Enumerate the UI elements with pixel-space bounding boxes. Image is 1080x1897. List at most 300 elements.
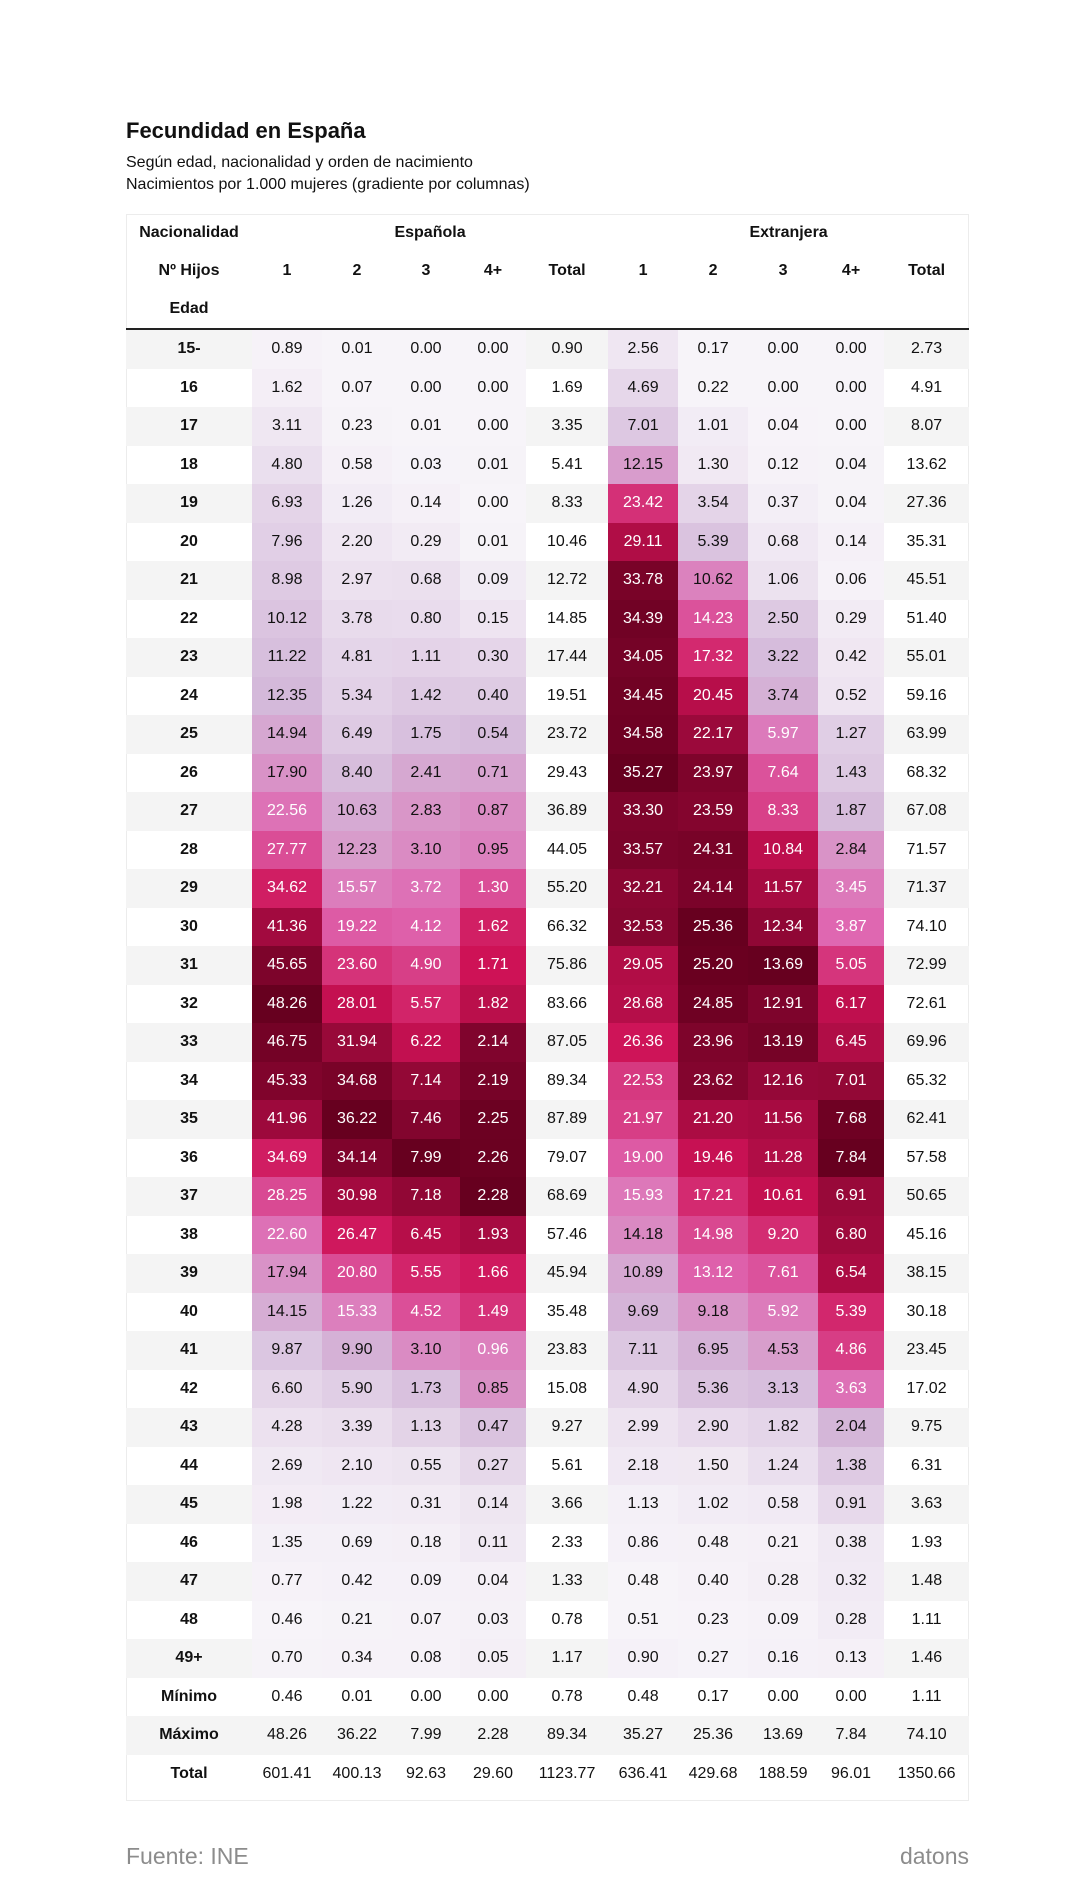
table-cell: 59.16 [906, 686, 947, 704]
table-cell: 10.84 [748, 831, 818, 870]
table-cell: 36.89 [526, 792, 608, 831]
table-cell: 50.65 [884, 1177, 969, 1216]
table-row [126, 446, 969, 485]
table-cell: 7.64 [748, 754, 818, 793]
table-cell: 2.14 [460, 1023, 526, 1062]
table-cell: 0.04 [460, 1562, 526, 1601]
table-cell: 0.29 [818, 600, 884, 639]
table-row [126, 792, 969, 831]
table-cell: 14.23 [678, 600, 748, 639]
table-cell: 3.39 [322, 1408, 392, 1447]
table-cell: 0.04 [748, 407, 818, 446]
table-row [126, 1447, 969, 1486]
table-cell: 7.14 [392, 1062, 460, 1101]
table-cell: 48.26 [252, 1716, 322, 1755]
table-cell: 0.00 [392, 369, 460, 408]
table-cell: 34.39 [608, 600, 678, 639]
table-cell: 19.46 [678, 1139, 748, 1178]
table-cell: 25.36 [678, 908, 748, 947]
table-cell: 0.34 [322, 1639, 392, 1678]
table-cell: 24.14 [678, 869, 748, 908]
table-cell: 0.86 [608, 1524, 678, 1563]
table-cell: 5.92 [748, 1293, 818, 1332]
table-cell: 34.14 [322, 1139, 392, 1178]
table-cell: 0.00 [818, 329, 884, 369]
table-cell: 28.68 [608, 985, 678, 1024]
table-row [126, 1254, 969, 1293]
table-cell: 23.62 [678, 1062, 748, 1101]
table-cell: 2.97 [322, 561, 392, 600]
table-cell: 68.32 [906, 763, 947, 781]
table-cell: 0.78 [551, 1610, 583, 1628]
table-cell: 9.69 [608, 1293, 678, 1332]
table-cell: 10.63 [322, 792, 392, 831]
table-cell: 0.00 [460, 407, 526, 446]
table-cell: 7.46 [392, 1100, 460, 1139]
table-cell: 27.36 [884, 484, 969, 523]
table-cell: 0.08 [392, 1639, 460, 1678]
table-cell: 10.61 [748, 1177, 818, 1216]
table-cell: 4.53 [748, 1331, 818, 1370]
age-label: 21 [126, 561, 252, 600]
table-row [126, 985, 969, 1024]
header-children-label: Nº Hijos [158, 262, 220, 279]
table-cell: 14.18 [608, 1216, 678, 1255]
table-cell: 6.60 [252, 1370, 322, 1409]
header-group-extranjera: Extranjera [749, 224, 828, 241]
table-cell: 0.47 [460, 1408, 526, 1447]
table-cell: 0.14 [818, 523, 884, 562]
table-cell: 0.00 [460, 484, 526, 523]
table-cell: 0.00 [748, 369, 818, 408]
table-cell: 0.00 [818, 407, 884, 446]
table-cell: 5.55 [392, 1254, 460, 1293]
table-cell: 1.01 [678, 407, 748, 446]
table-cell: 0.52 [818, 677, 884, 716]
table-cell: 9.87 [252, 1331, 322, 1370]
table-cell: 33.30 [608, 792, 678, 831]
table-cell: 4.69 [608, 369, 678, 408]
table-cell: 0.27 [678, 1639, 748, 1678]
table-cell: 23.96 [678, 1023, 748, 1062]
table-cell: 2.19 [460, 1062, 526, 1101]
table-cell: 0.17 [678, 329, 748, 369]
table-cell: 1.11 [392, 638, 460, 677]
table-cell: 0.32 [818, 1562, 884, 1601]
table-cell: 9.20 [748, 1216, 818, 1255]
age-label: 47 [126, 1562, 252, 1601]
table-cell: 7.61 [748, 1254, 818, 1293]
table-cell: 24.85 [678, 985, 748, 1024]
summary-row [126, 1755, 969, 1794]
age-label: 42 [180, 1379, 198, 1397]
table-cell: 36.22 [322, 1716, 392, 1755]
age-label: 46 [180, 1533, 198, 1551]
table-cell: 2.41 [392, 754, 460, 793]
table-cell: 1.87 [818, 792, 884, 831]
table-cell: 3.10 [392, 831, 460, 870]
column-header: 4+ [483, 262, 503, 279]
table-cell: 0.58 [748, 1485, 818, 1524]
table-cell: 38.15 [884, 1254, 969, 1293]
table-row [126, 1177, 969, 1216]
table-cell: 35.27 [608, 754, 678, 793]
table-cell: 0.48 [678, 1524, 748, 1563]
table-cell: 0.00 [460, 329, 526, 369]
table-cell: 57.58 [906, 1148, 947, 1166]
column-header: 1 [282, 262, 292, 279]
table-cell: 2.99 [608, 1408, 678, 1447]
table-row [126, 369, 969, 408]
table-cell: 3.66 [526, 1485, 608, 1524]
table-cell: 7.96 [252, 523, 322, 562]
age-label: 34 [180, 1071, 198, 1089]
table-cell: 0.00 [835, 1687, 867, 1705]
table-cell: 3.22 [748, 638, 818, 677]
table-cell: 6.80 [818, 1216, 884, 1255]
table-cell: 29.60 [472, 1764, 514, 1782]
age-label: 29 [126, 869, 252, 908]
table-cell: 13.62 [906, 455, 947, 473]
table-cell: 5.90 [322, 1370, 392, 1409]
table-cell: 601.41 [262, 1764, 312, 1782]
table-cell: 0.09 [460, 561, 526, 600]
table-cell: 25.36 [678, 1716, 748, 1755]
table-cell: 2.69 [252, 1447, 322, 1486]
table-cell: 23.60 [322, 946, 392, 985]
table-cell: 1.35 [252, 1524, 322, 1563]
table-cell: 1.75 [392, 715, 460, 754]
age-label: 31 [126, 946, 252, 985]
table-cell: 0.30 [460, 638, 526, 677]
table-cell: 1.06 [748, 561, 818, 600]
table-row [126, 1139, 969, 1178]
table-cell: 0.07 [322, 369, 392, 408]
table-cell: 92.63 [405, 1764, 447, 1782]
table-cell: 0.31 [392, 1485, 460, 1524]
table-cell: 12.15 [608, 446, 678, 485]
table-cell: 17.02 [906, 1379, 947, 1397]
table-cell: 23.42 [608, 484, 678, 523]
table-cell: 1.62 [460, 908, 526, 947]
table-cell: 19.00 [608, 1139, 678, 1178]
table-cell: 0.77 [252, 1562, 322, 1601]
table-cell: 0.06 [818, 561, 884, 600]
table-cell: 0.01 [460, 446, 526, 485]
table-cell: 11.28 [748, 1139, 818, 1178]
table-cell: 68.69 [526, 1177, 608, 1216]
table-cell: 0.00 [460, 369, 526, 408]
table-row [126, 523, 969, 562]
table-cell: 1.71 [460, 946, 526, 985]
table-cell: 6.22 [392, 1023, 460, 1062]
table-cell: 6.91 [818, 1177, 884, 1216]
table-cell: 74.10 [906, 917, 947, 935]
table-cell: 7.01 [818, 1062, 884, 1101]
table-cell: 636.41 [618, 1764, 668, 1782]
table-cell: 57.46 [547, 1225, 588, 1243]
table-cell: 2.73 [884, 329, 969, 369]
table-cell: 5.05 [818, 946, 884, 985]
table-cell: 400.13 [332, 1764, 382, 1782]
table-cell: 0.29 [392, 523, 460, 562]
table-cell: 0.37 [748, 484, 818, 523]
table-cell: 1.22 [322, 1485, 392, 1524]
table-row [126, 1062, 969, 1101]
table-cell: 6.93 [252, 484, 322, 523]
table-row [126, 561, 969, 600]
table-cell: 2.28 [460, 1177, 526, 1216]
table-cell: 35.27 [608, 1716, 678, 1755]
table-body [126, 329, 969, 1793]
table-cell: 17.90 [252, 754, 322, 793]
table-cell: 0.42 [818, 638, 884, 677]
age-label: 37 [126, 1177, 252, 1216]
table-cell: 8.33 [526, 484, 608, 523]
age-label: 32 [180, 994, 198, 1012]
table-cell: 65.32 [906, 1071, 947, 1089]
source-note: Fuente: INE [126, 1843, 249, 1869]
table-cell: 8.33 [748, 792, 818, 831]
table-cell: 1.11 [911, 1610, 942, 1628]
table-cell: 6.49 [322, 715, 392, 754]
table-row [126, 329, 969, 369]
table-cell: 1.82 [460, 985, 526, 1024]
table-cell: 29.43 [547, 763, 588, 781]
table-cell: 74.10 [884, 1716, 969, 1755]
table-cell: 12.23 [322, 831, 392, 870]
table-cell: 3.87 [818, 908, 884, 947]
table-cell: 3.13 [748, 1370, 818, 1409]
table-cell: 10.46 [547, 532, 588, 550]
summary-row [126, 1716, 969, 1755]
age-label: 17 [126, 407, 252, 446]
table-cell: 5.57 [392, 985, 460, 1024]
table-cell: 72.61 [906, 994, 947, 1012]
table-cell: 32.53 [608, 908, 678, 947]
table-cell: 0.80 [392, 600, 460, 639]
table-cell: 0.70 [252, 1639, 322, 1678]
table-cell: 5.41 [551, 455, 583, 473]
table-cell: 5.39 [678, 523, 748, 562]
table-cell: 0.09 [392, 1562, 460, 1601]
table-row [126, 1408, 969, 1447]
table-cell: 4.90 [392, 946, 460, 985]
table-cell: 7.68 [818, 1100, 884, 1139]
table-cell: 0.28 [748, 1562, 818, 1601]
table-cell: 41.36 [252, 908, 322, 947]
table-cell: 8.07 [884, 407, 969, 446]
chart-units-note: Nacimientos por 1.000 mujeres (gradiente por columnas) [126, 176, 530, 193]
header-group-espanola: Española [394, 224, 466, 241]
age-label: 22 [180, 609, 198, 627]
table-cell: 4.80 [252, 446, 322, 485]
table-row [126, 1562, 969, 1601]
table-cell: 0.54 [460, 715, 526, 754]
table-cell: 71.37 [884, 869, 969, 908]
table-cell: 13.69 [748, 946, 818, 985]
table-cell: 2.56 [608, 329, 678, 369]
table-cell: 0.40 [678, 1562, 748, 1601]
table-cell: 1.66 [460, 1254, 526, 1293]
table-cell: 15.57 [322, 869, 392, 908]
table-cell: 0.71 [460, 754, 526, 793]
table-cell: 2.04 [818, 1408, 884, 1447]
table-cell: 6.54 [818, 1254, 884, 1293]
table-cell: 45.94 [526, 1254, 608, 1293]
table-cell: 0.68 [392, 561, 460, 600]
table-cell: 29.05 [608, 946, 678, 985]
table-cell: 0.51 [608, 1601, 678, 1640]
age-label: 39 [126, 1254, 252, 1293]
table-cell: 0.28 [818, 1601, 884, 1640]
table-cell: 0.15 [460, 600, 526, 639]
table-cell: 11.56 [748, 1100, 818, 1139]
table-cell: 0.27 [460, 1447, 526, 1486]
table-cell: 14.85 [547, 609, 588, 627]
table-cell: 3.78 [322, 600, 392, 639]
table-cell: 0.55 [392, 1447, 460, 1486]
table-cell: 1.49 [460, 1293, 526, 1332]
table-row [126, 677, 969, 716]
table-cell: 24.31 [678, 831, 748, 870]
age-label: 23 [126, 638, 252, 677]
table-cell: 0.89 [252, 329, 322, 369]
table-cell: 0.00 [392, 329, 460, 369]
table-cell: 20.45 [678, 677, 748, 716]
table-cell: 7.99 [392, 1716, 460, 1755]
chart-title: Fecundidad en España [126, 118, 366, 143]
table-cell: 0.07 [392, 1601, 460, 1640]
table-cell: 23.83 [526, 1331, 608, 1370]
table-cell: 66.32 [547, 917, 588, 935]
table-cell: 0.85 [460, 1370, 526, 1409]
table-cell: 14.98 [678, 1216, 748, 1255]
table-cell: 6.95 [678, 1331, 748, 1370]
table-row [126, 869, 969, 908]
table-row [126, 600, 969, 639]
table-cell: 0.48 [627, 1687, 659, 1705]
table-cell: 87.05 [526, 1023, 608, 1062]
table-cell: 0.00 [477, 1687, 509, 1705]
header-row-nationality [126, 214, 969, 252]
age-label: 41 [126, 1331, 252, 1370]
table-cell: 0.91 [818, 1485, 884, 1524]
header-nationality-label: Nacionalidad [139, 224, 239, 241]
table-cell: 15.33 [322, 1293, 392, 1332]
table-cell: 22.56 [252, 792, 322, 831]
column-header: 3 [421, 262, 431, 279]
table-cell: 0.96 [460, 1331, 526, 1370]
table-cell: 1.13 [392, 1408, 460, 1447]
table-cell: 45.16 [906, 1225, 947, 1243]
table-cell: 36.22 [322, 1100, 392, 1139]
table-cell: 23.59 [678, 792, 748, 831]
table-cell: 41.96 [252, 1100, 322, 1139]
table-cell: 23.97 [678, 754, 748, 793]
table-cell: 7.84 [818, 1716, 884, 1755]
table-cell: 1.62 [252, 369, 322, 408]
table-cell: 21.97 [608, 1100, 678, 1139]
age-label: 27 [126, 792, 252, 831]
table-cell: 0.00 [818, 369, 884, 408]
table-cell: 1.30 [460, 869, 526, 908]
table-cell: 71.57 [906, 840, 947, 858]
table-cell: 34.62 [252, 869, 322, 908]
age-label: 44 [180, 1456, 198, 1474]
table-cell: 4.28 [252, 1408, 322, 1447]
table-row [126, 1485, 969, 1524]
table-cell: 0.48 [608, 1562, 678, 1601]
table-cell: 0.12 [748, 446, 818, 485]
table-cell: 34.05 [608, 638, 678, 677]
age-label: 28 [180, 840, 198, 858]
table-cell: 21.20 [678, 1100, 748, 1139]
table-cell: 1.38 [818, 1447, 884, 1486]
table-cell: 0.95 [460, 831, 526, 870]
table-cell: 0.16 [748, 1639, 818, 1678]
table-cell: 35.31 [906, 532, 947, 550]
table-cell: 0.05 [460, 1639, 526, 1678]
table-cell: 2.84 [818, 831, 884, 870]
table-row [126, 831, 969, 870]
table-row [126, 715, 969, 754]
age-label: 16 [180, 378, 198, 396]
table-cell: 2.20 [322, 523, 392, 562]
table-cell: 10.12 [252, 600, 322, 639]
table-row [126, 1331, 969, 1370]
table-cell: 7.18 [392, 1177, 460, 1216]
column-header: 2 [708, 262, 718, 279]
table-cell: 1.42 [392, 677, 460, 716]
table-cell: 1.17 [526, 1639, 608, 1678]
table-cell: 67.08 [884, 792, 969, 831]
table-cell: 1.93 [460, 1216, 526, 1255]
table-cell: 33.57 [608, 831, 678, 870]
table-cell: 31.94 [322, 1023, 392, 1062]
table-cell: 0.04 [818, 446, 884, 485]
table-cell: 1.48 [884, 1562, 969, 1601]
table-cell: 3.10 [392, 1331, 460, 1370]
table-cell: 45.51 [884, 561, 969, 600]
table-cell: 45.33 [252, 1062, 322, 1101]
table-cell: 3.54 [678, 484, 748, 523]
table-row [126, 1216, 969, 1255]
table-cell: 188.59 [758, 1764, 808, 1782]
table-cell: 4.81 [322, 638, 392, 677]
table-cell: 0.58 [322, 446, 392, 485]
table-cell: 6.17 [818, 985, 884, 1024]
table-cell: 51.40 [906, 609, 947, 627]
table-cell: 3.63 [884, 1485, 969, 1524]
table-row [126, 1370, 969, 1409]
table-cell: 48.26 [252, 985, 322, 1024]
table-cell: 4.86 [818, 1331, 884, 1370]
table-cell: 15.08 [547, 1379, 588, 1397]
table-cell: 13.69 [748, 1716, 818, 1755]
brand-logo-text: datons [899, 1843, 969, 1869]
table-cell: 30.98 [322, 1177, 392, 1216]
table-cell: 1123.77 [538, 1764, 596, 1782]
table-cell: 69.96 [884, 1023, 969, 1062]
table-cell: 0.00 [748, 329, 818, 369]
table-cell: 19.22 [322, 908, 392, 947]
table-cell: 33.78 [608, 561, 678, 600]
age-label: 18 [180, 455, 198, 473]
table-cell: 0.04 [818, 484, 884, 523]
table-row [126, 1639, 969, 1678]
table-cell: 2.10 [322, 1447, 392, 1486]
